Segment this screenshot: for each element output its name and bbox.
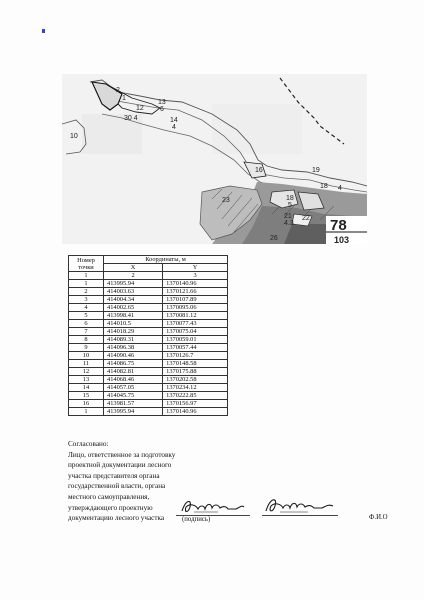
map-label: 4.3 — [284, 220, 294, 227]
map-label: 26 — [270, 235, 278, 242]
table-cell: 12 — [69, 368, 104, 376]
map-drawing — [62, 74, 367, 244]
approval-line: проектной документации лесного — [68, 461, 172, 470]
table-cell: 1 — [69, 272, 104, 280]
map-label: 14 — [170, 117, 178, 124]
table-row — [69, 288, 228, 296]
table-cell: 1370156.97 — [163, 400, 228, 408]
table-cell: 1370107.89 — [163, 296, 228, 304]
table-cell: 3 — [69, 296, 104, 304]
table-cell: 16 — [69, 400, 104, 408]
table-cell: 414096.38 — [104, 344, 163, 352]
table-row — [69, 400, 228, 408]
table-index-row — [69, 272, 228, 280]
approval-line: документацию лесного участка — [68, 514, 165, 523]
approval-line: участка представителя органа — [68, 471, 160, 480]
table-cell: 11 — [69, 360, 104, 368]
table-cell: 1 — [69, 280, 104, 288]
map-label: 12 — [136, 105, 144, 112]
table-cell: 1370077.43 — [163, 320, 228, 328]
map-label: 6 — [160, 106, 164, 113]
table-row — [69, 352, 228, 360]
table-row — [69, 320, 228, 328]
table-cell: 15 — [69, 392, 104, 400]
table-cell: 1370140.96 — [163, 280, 228, 288]
table-row — [69, 280, 228, 288]
table-cell: 2 — [104, 272, 163, 280]
approval-line: государственной власти, органа — [68, 482, 166, 491]
map-label: 21 — [284, 213, 292, 220]
table-cell: 413995.94 — [104, 280, 163, 288]
table-cell: 1370057.44 — [163, 344, 228, 352]
table-cell: 1370059.01 — [163, 336, 228, 344]
map-label: 19 — [312, 167, 320, 174]
table-cell: 1370075.04 — [163, 328, 228, 336]
table-row — [69, 312, 228, 320]
map-label: 1 — [122, 95, 126, 102]
map-label: 22 — [302, 215, 310, 222]
table-cell: 414089.31 — [104, 336, 163, 344]
table-cell: 414003.63 — [104, 288, 163, 296]
map-label: 13 — [158, 99, 166, 106]
table-cell: 414002.65 — [104, 304, 163, 312]
table-row — [69, 328, 228, 336]
table-cell: 5 — [69, 312, 104, 320]
table-cell: 1370175.88 — [163, 368, 228, 376]
table-cell: 8 — [69, 336, 104, 344]
table-cell: 9 — [69, 344, 104, 352]
table-row — [69, 304, 228, 312]
forest-plot-map — [62, 74, 367, 244]
table-cell: 1370081.12 — [163, 312, 228, 320]
table-cell: 414018.29 — [104, 328, 163, 336]
table-row — [69, 360, 228, 368]
map-label: 18 — [286, 195, 294, 202]
table-cell: 6 — [69, 320, 104, 328]
map-label: 5 — [288, 202, 292, 209]
header-point-number: Номер точки — [69, 256, 104, 272]
table-cell: 414057.05 — [104, 384, 163, 392]
table-cell: 1370140.96 — [163, 408, 228, 416]
table-row — [69, 336, 228, 344]
map-label: 30 4 — [124, 115, 138, 122]
table-cell: 14 — [69, 384, 104, 392]
table-cell: 413981.57 — [104, 400, 163, 408]
table-row — [69, 344, 228, 352]
table-cell: 414010.5 — [104, 320, 163, 328]
table-row — [69, 368, 228, 376]
table-cell: 1370095.06 — [163, 304, 228, 312]
map-label: 2 — [116, 87, 120, 94]
table-cell: 414045.75 — [104, 392, 163, 400]
fio-line — [262, 515, 338, 516]
approval-line: Согласовано: — [68, 440, 109, 448]
table-cell: 4 — [69, 304, 104, 312]
approval-line: утверждающего проектную — [68, 503, 153, 512]
map-label: 23 — [222, 197, 230, 204]
coordinates-table — [68, 255, 228, 416]
page-mark — [42, 29, 45, 33]
table-cell: 10 — [69, 352, 104, 360]
header-coordinates: Координаты, м — [104, 256, 228, 264]
table-cell: 1370126.7 — [163, 352, 228, 360]
fio-caption: Ф.И.О — [369, 514, 388, 521]
table-cell: 413995.94 — [104, 408, 163, 416]
header-y: Y — [163, 264, 228, 272]
table-cell: 13 — [69, 376, 104, 384]
table-row — [69, 384, 228, 392]
table-row — [69, 392, 228, 400]
table-cell: 1370222.85 — [163, 392, 228, 400]
table-cell: 7 — [69, 328, 104, 336]
approval-line: местного самоуправления, — [68, 492, 150, 501]
quarter-number: 78 — [330, 217, 347, 234]
table-cell: 414068.46 — [104, 376, 163, 384]
map-label: 10 — [70, 133, 78, 140]
map-label: 4 — [338, 185, 342, 192]
table-cell: 1370234.12 — [163, 384, 228, 392]
table-cell: 2 — [69, 288, 104, 296]
map-label: 18 — [320, 183, 328, 190]
table-cell: 1370121.66 — [163, 288, 228, 296]
quarter-subnumber: 103 — [334, 235, 350, 244]
table-cell: 1370202.58 — [163, 376, 228, 384]
table-cell: 414082.81 — [104, 368, 163, 376]
handwritten-signature-1 — [178, 497, 248, 517]
approval-line: Лицо, ответственное за подготовку — [68, 450, 176, 459]
map-label: 16 — [255, 167, 263, 174]
table-row — [69, 296, 228, 304]
table-cell: 3 — [163, 272, 228, 280]
table-row — [69, 376, 228, 384]
handwritten-signature-2 — [262, 495, 337, 517]
signature-caption: (подпись) — [182, 516, 211, 523]
table-cell: 413998.41 — [104, 312, 163, 320]
table-cell: 1 — [69, 408, 104, 416]
header-x: X — [104, 264, 163, 272]
table-row — [69, 408, 228, 416]
table-cell: 414004.34 — [104, 296, 163, 304]
table-cell: 414090.46 — [104, 352, 163, 360]
map-label: 4 — [172, 124, 176, 131]
table-cell: 1370148.58 — [163, 360, 228, 368]
table-cell: 414086.75 — [104, 360, 163, 368]
